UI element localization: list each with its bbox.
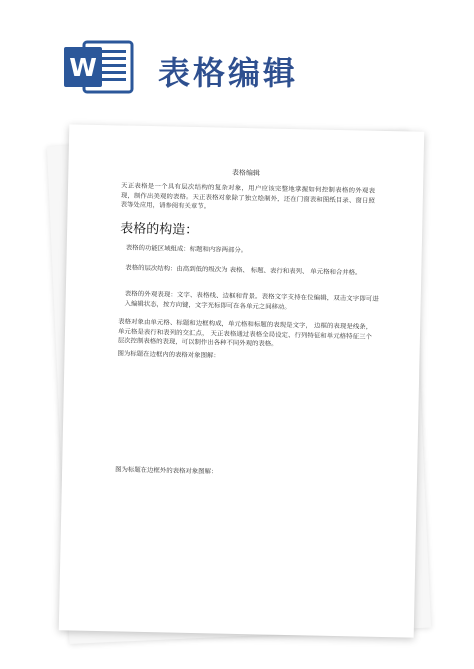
intro-paragraph: 天正表格是一个具有层次结构的复杂对象，用户应该完整地掌握如何控制表格的外观表现，制作出美观的表格。天正表格对象除了独立绘制外，还在门窗表和图纸目录、窗日照表等处应用，请参阅有关章节。 [120, 181, 376, 211]
paragraph-structure: 表格对象由单元格、标题和边框构成，单元格和标题的表现是文字， 边框的表现是线条， 单元格是表行和表列的交汇点， 天正表格通过表格全局设定、行列特征和单元格特征三个层次控制表格的表现，可以制作出各种不同外观的表格。 [117, 317, 373, 348]
document-title: 表格编辑 [231, 168, 260, 178]
logo-letter: W [69, 53, 97, 82]
paragraph-hierarchy: 表格的层次结构：由高到低的级次为 表格、 标题、表行和表列、 单元格和合并格。 [125, 263, 362, 277]
page-title: 表格编辑 [158, 54, 299, 92]
caption-title-outside: 图为标题在边框外的表格对象图解： [115, 465, 218, 476]
paragraph-function-areas: 表格的功能区域组成：标题和内容两部分。 [125, 243, 248, 255]
page-header [0, 0, 474, 118]
document-page [59, 124, 425, 637]
word-logo-icon [64, 40, 134, 94]
paragraph-appearance: 表格的外观表现：文字、表格线、边框和背景。表格文字支持在位编辑，双击文字即可进入编辑状态，按方向键，文字光标即可在各单元之间移动。 [124, 289, 379, 311]
section-heading: 表格的构造： [120, 221, 199, 239]
caption-title-inside: 图为标题在边框内的表格对象图解： [117, 349, 220, 360]
document-body [59, 124, 425, 637]
